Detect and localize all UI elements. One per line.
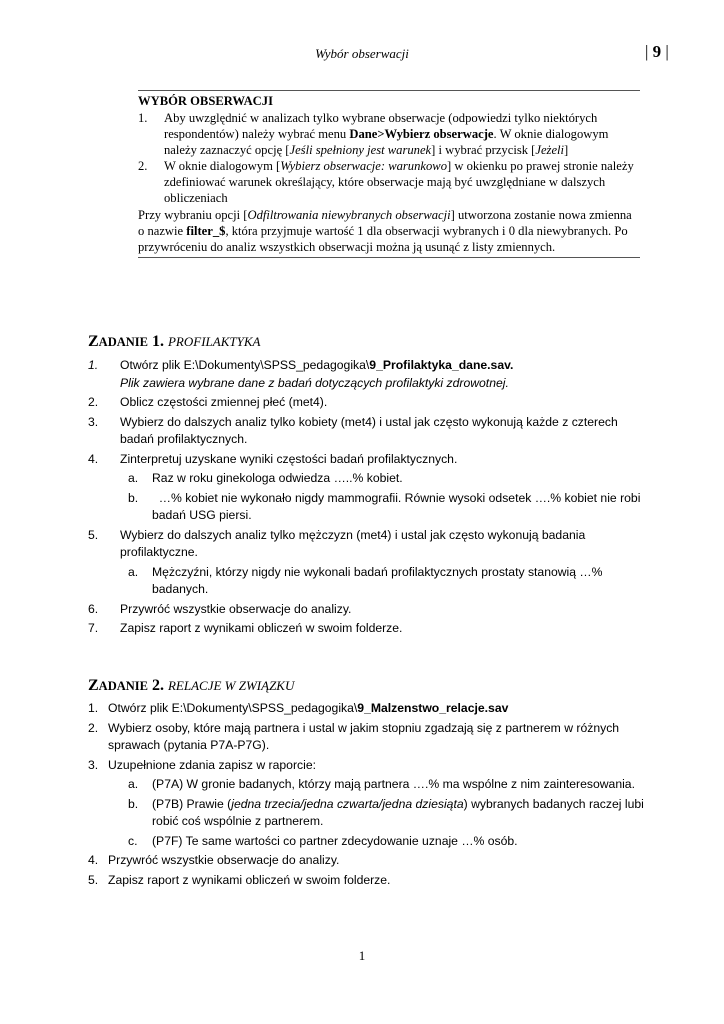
sub-item: b. …% kobiet nie wykonało nigdy mammografii. Równie wysoki odsetek ….% kobiet nie robi badań USG piersi. (128, 490, 644, 522)
sub-item: c. (P7F) Te same wartości co partner zdecydowanie uznaje …% osób. (128, 833, 518, 848)
info-box (138, 90, 640, 258)
list-item: 4. Zinterpretuj uzyskane wyniki częstości badań profilaktycznych. (88, 451, 458, 466)
list-item: 2. Wybierz osoby, które mają partnera i ustal w jakim stopniu zgadzają się z partnerem w różnych sprawach (pytania P7A-P7G). (88, 720, 620, 752)
task1-list (88, 357, 648, 640)
list-item: 6. Przywróć wszystkie obserwacje do analizy. (88, 601, 352, 616)
task2-list (88, 700, 648, 891)
list-item: 5. Zapisz raport z wynikami obliczeń w swoim folderze. (88, 872, 391, 887)
list-item: 2. Oblicz częstości zmiennej płeć (met4). (88, 395, 328, 409)
info-box-title: WYBÓR OBSERWACJI (138, 94, 273, 108)
list-item: 4. Przywróć wszystkie obserwacje do analizy. (88, 853, 340, 867)
sub-item: a. Mężczyźni, którzy nigdy nie wykonali badań profilaktycznych prostaty stanowią …% badanych. (128, 564, 603, 596)
list-item: 1. Otwórz plik E:\Dokumenty\SPSS_pedagogika\9_Malzenstwo_relacje.sav (88, 701, 509, 715)
sub-item: a. (P7A) W gronie badanych, którzy mają partnera ….% ma wspólne z nim zainteresowania. (128, 777, 635, 791)
header-page-number: | 9 | (645, 42, 669, 61)
task2-heading: ZADANIE 2. RELACJE W ZWIĄZKU (88, 677, 295, 694)
list-item: 7. Zapisz raport z wynikami obliczeń w swoim folderze. (88, 621, 403, 635)
header-title: Wybór obserwacji (315, 46, 409, 61)
sub-item: b. (P7B) Prawie (jedna trzecia/jedna czwarta/jedna dziesiąta) wybranych badanych raczej lubi robić coś wspólnie z partnerem. (128, 796, 644, 828)
info-box-item: 1. Aby uwzględnić w analizach tylko wybrane obserwacje (odpowiedzi tylko niektórych respondentów) należy wybrać menu Dane>Wybierz obserwacje. W oknie dialogowym należy zaznaczyć opcję [Jeśli spełniony jest warunek] i wybrać przycisk [Jeżeli] (138, 111, 609, 157)
sub-item: a. Raz w roku ginekologa odwiedza …..% kobiet. (128, 471, 403, 485)
task1-heading: ZADANIE 1. PROFILAKTYKA (88, 333, 261, 350)
list-item: 1. Otwórz plik E:\Dokumenty\SPSS_pedagogika\9_Profilaktyka_dane.sav. Plik zawiera wybrane dane z badań dotyczących profilaktyki zdrowotnej. (88, 358, 514, 390)
info-box-paragraph: Przy wybraniu opcji [Odfiltrowania niewybranych obserwacji] utworzona zostanie nowa zmienna o nazwie filter_$, która przyjmuje wartość 1 dla obserwacji wybranych i 0 dla niewybranych. Po przywróceniu do analiz wszystkich obserwacji można ją usunąć z listy zmiennych. (138, 208, 632, 254)
list-item: 5. Wybierz do dalszych analiz tylko mężczyzn (met4) i ustal jak często wykonują badania profilaktyczne. (88, 527, 586, 559)
footer-page-number: 1 (358, 948, 366, 963)
info-box-item: 2. W oknie dialogowym [Wybierz obserwacje: warunkowo] w okienku po prawej stronie należy zdefiniować warunek określający, które obserwacje mają być uwzględniane w dalszych obliczeniach (138, 159, 634, 205)
list-item: 3. Uzupełnione zdania zapisz w raporcie: (88, 757, 316, 772)
list-item: 3. Wybierz do dalszych analiz tylko kobiety (met4) i ustal jak często wykonują każde z czterech badań profilaktycznych. (88, 414, 618, 446)
